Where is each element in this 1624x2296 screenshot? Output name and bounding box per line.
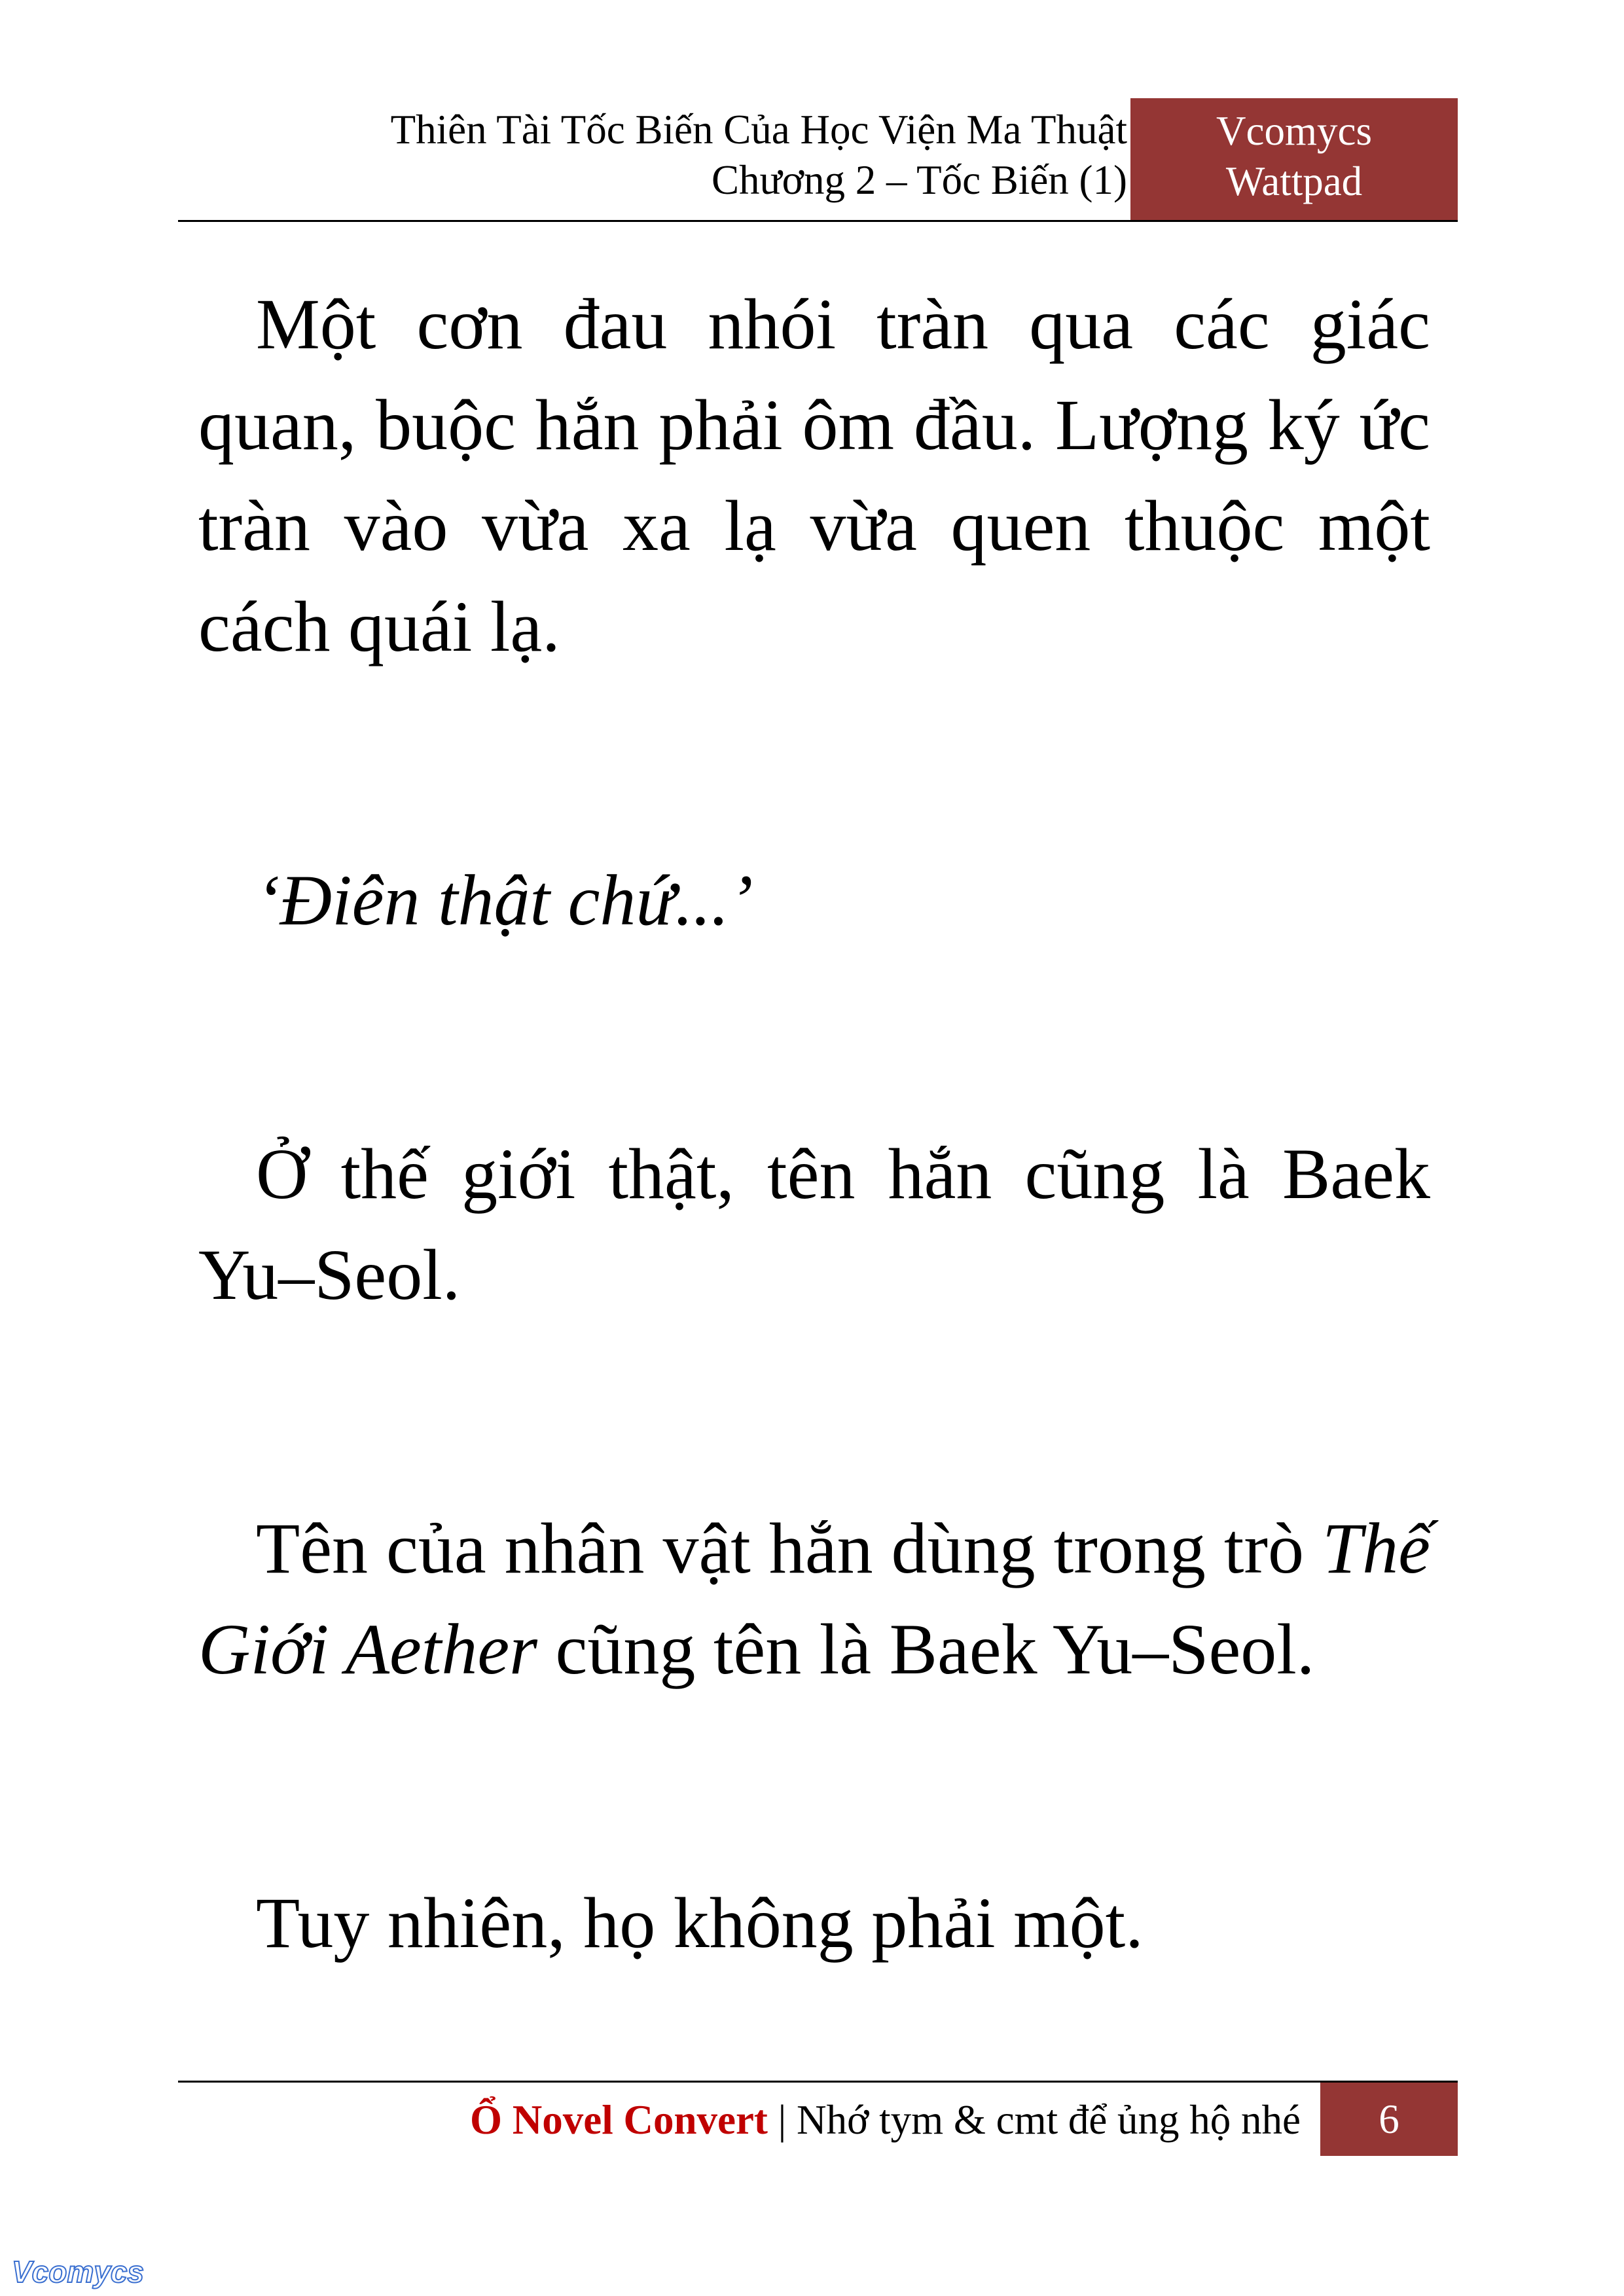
paragraph-2-thought: ‘Điên thật chứ...’: [256, 860, 753, 940]
chapter-title: Chương 2 – Tốc Biến (1): [712, 157, 1127, 203]
page-number: 6: [1320, 2083, 1458, 2156]
game-title: Thế Giới Aether: [198, 1508, 1430, 1689]
page-header: [178, 98, 1458, 222]
paragraph-4-text-a: Tên của nhân vật hắn dùng trong trò: [256, 1508, 1322, 1588]
badge-line-wattpad: Wattpad: [1225, 158, 1363, 204]
footer-text: [470, 2090, 1301, 2149]
header-badge: [1130, 98, 1458, 220]
paragraph-4: [198, 1498, 1430, 1700]
watermark-text: Vcomycs: [12, 2255, 145, 2289]
badge-line-vcomycs: Vcomycs: [1216, 108, 1372, 154]
book-title: Thiên Tài Tốc Biến Của Học Viện Ma Thuật: [390, 107, 1127, 153]
paragraph-5: Tuy nhiên, họ không phải một.: [256, 1883, 1144, 1963]
footer-separator: |: [767, 2097, 797, 2143]
header-titles: [391, 105, 1127, 206]
footer-message: Nhớ tym & cmt để ủng hộ nhé: [797, 2097, 1301, 2143]
paragraph-3: Ở thế giới thật, tên hắn cũng là Baek Yu–Seol.: [198, 1134, 1430, 1315]
page-footer: [178, 2081, 1458, 2156]
paragraph-4-text-b: cũng tên là Baek Yu–Seol.: [537, 1609, 1315, 1689]
paragraph-1: Một cơn đau nhói tràn qua các giác quan, buộc hắn phải ôm đầu. Lượng ký ức tràn vào vừa xa lạ vừa quen thuộc một cách quái lạ.: [198, 284, 1430, 666]
vcomycs-watermark-logo: [9, 2252, 166, 2291]
footer-brand: Ổ Novel Convert: [470, 2097, 768, 2143]
chapter-body: [198, 274, 1430, 1973]
